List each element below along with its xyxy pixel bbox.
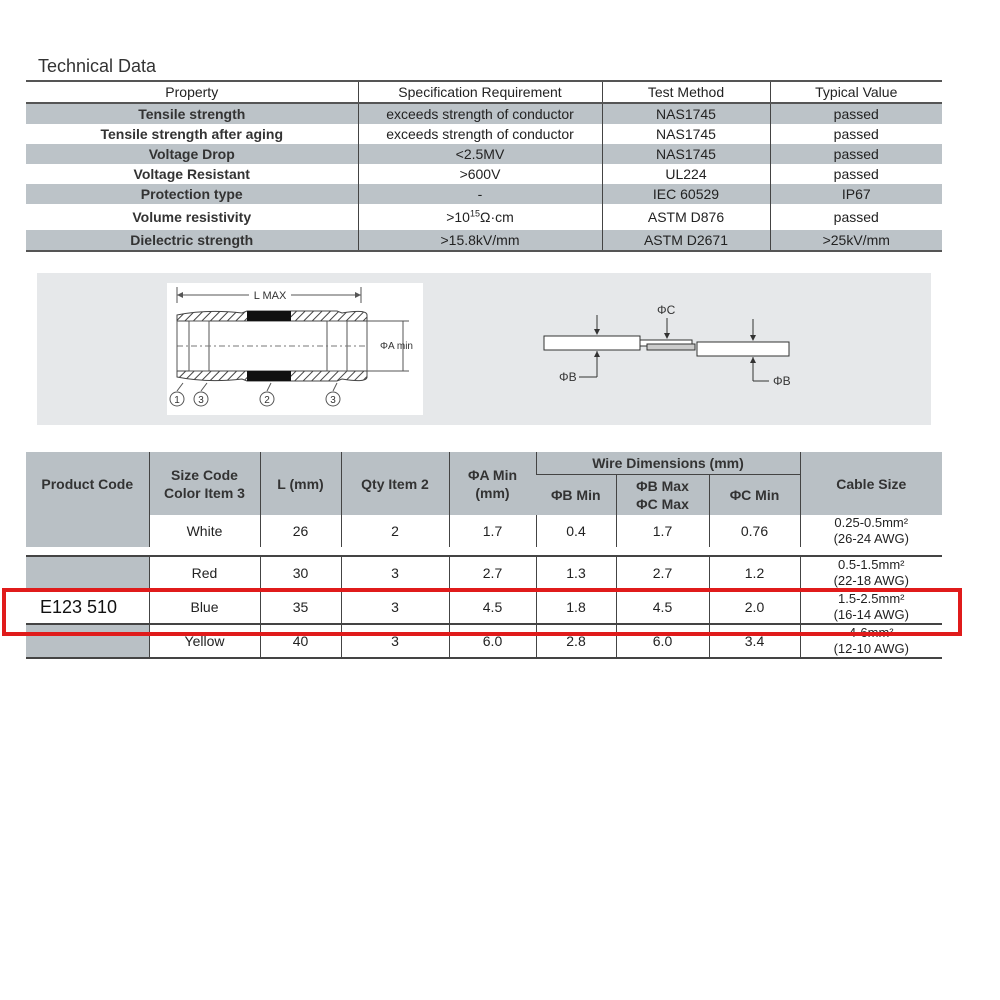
phi-a-min-cell: 2.7 (449, 556, 536, 590)
table-row (26, 204, 942, 230)
callout-label: 3 (198, 395, 204, 406)
phi-b-max-cell: 2.7 (616, 556, 709, 590)
header-size-code-line2: Color Item 3 (164, 484, 245, 501)
method-cell: IEC 60529 (602, 184, 770, 204)
header-specification: Specification Requirement (358, 81, 602, 103)
property-cell: Voltage Resistant (26, 164, 358, 184)
header-phi-a-min (449, 452, 536, 515)
qty-cell: 2 (341, 515, 449, 547)
method-cell: NAS1745 (602, 103, 770, 124)
spec-cell (358, 204, 602, 230)
phi-b-max-cell: 1.7 (616, 515, 709, 547)
length-cell: 30 (260, 556, 341, 590)
table-row (26, 184, 942, 204)
header-product-code: Product Code (26, 452, 149, 515)
table-row (26, 103, 942, 124)
header-test-method: Test Method (602, 81, 770, 103)
header-phi-b-max-line1: ΦB Max (636, 478, 689, 494)
cable-mm2: 0.5-1.5mm² (838, 557, 905, 572)
solder-ring-bottom (247, 371, 291, 381)
table-row (26, 515, 942, 547)
value-cell: >25kV/mm (770, 230, 942, 251)
header-size-code-line1: Size Code (171, 466, 238, 483)
callout-label: 3 (330, 395, 336, 406)
table-row (26, 556, 942, 590)
product-table-header-row (26, 452, 942, 475)
color-cell: Yellow (149, 624, 260, 658)
product-code-cell (26, 515, 149, 547)
table-row (26, 624, 942, 658)
table-row (26, 144, 942, 164)
spec-cell: >600V (358, 164, 602, 184)
cable-awg: (26-24 AWG) (833, 531, 909, 546)
property-cell: Dielectric strength (26, 230, 358, 251)
length-cell: 35 (260, 590, 341, 624)
page-title: Technical Data (38, 56, 157, 76)
header-phi-b-min: ΦB Min (536, 475, 616, 516)
phi-b-min-cell: 0.4 (536, 515, 616, 547)
phi-c-label: ΦC (657, 303, 676, 317)
tech-table-header-row (26, 81, 942, 103)
phi-b-min-cell: 1.8 (536, 590, 616, 624)
spec-cell: >15.8kV/mm (358, 230, 602, 251)
conductor-overlap-lower (647, 344, 695, 350)
cable-size-cell (800, 515, 942, 547)
property-cell: Tensile strength (26, 103, 358, 124)
phi-a-min-label: ΦA min (380, 341, 413, 352)
solder-ring-top (247, 311, 291, 321)
spec-cell: <2.5MV (358, 144, 602, 164)
phi-a-min-cell: 6.0 (449, 624, 536, 658)
splice-diagram (37, 273, 931, 425)
cable-awg: (16-14 AWG) (833, 607, 909, 622)
table-row (26, 124, 942, 144)
value-cell: passed (770, 144, 942, 164)
method-cell: UL224 (602, 164, 770, 184)
method-cell: NAS1745 (602, 124, 770, 144)
property-cell: Voltage Drop (26, 144, 358, 164)
header-l-mm: L (mm) (260, 452, 341, 515)
header-phi-a-line1: ΦA Min (467, 466, 518, 483)
property-cell: Protection type (26, 184, 358, 204)
spec-prefix: >10 (446, 209, 470, 225)
color-cell: Red (149, 556, 260, 590)
phi-c-min-cell: 3.4 (709, 624, 800, 658)
table-row (26, 164, 942, 184)
method-cell: NAS1745 (602, 144, 770, 164)
phi-b-min-cell: 1.3 (536, 556, 616, 590)
qty-cell: 3 (341, 556, 449, 590)
color-cell: Blue (149, 590, 260, 624)
method-cell: ASTM D2671 (602, 230, 770, 251)
qty-cell: 3 (341, 624, 449, 658)
phi-c-min-cell: 1.2 (709, 556, 800, 590)
spec-cell: exceeds strength of conductor (358, 124, 602, 144)
row-spacer (26, 547, 942, 556)
property-cell: Volume resistivity (26, 204, 358, 230)
splice-diagram-panel (37, 273, 931, 425)
header-phi-b-max (616, 475, 709, 516)
cable-mm2: 0.25-0.5mm² (834, 515, 909, 530)
value-cell: IP67 (770, 184, 942, 204)
table-row (26, 230, 942, 251)
header-cable-size: Cable Size (800, 452, 942, 515)
phi-b-right-label: ΦB (773, 374, 791, 388)
l-max-label: L MAX (253, 290, 287, 302)
technical-data-table (26, 80, 942, 252)
header-wire-dimensions: Wire Dimensions (mm) (536, 452, 800, 475)
spec-unit: Ω·cm (479, 209, 514, 225)
phi-c-min-cell: 0.76 (709, 515, 800, 547)
header-phi-b-max-line2: ΦC Max (636, 496, 689, 512)
cable-size-cell (800, 590, 942, 624)
callout-label: 2 (264, 395, 270, 406)
value-cell: passed (770, 124, 942, 144)
method-cell: ASTM D876 (602, 204, 770, 230)
length-cell: 26 (260, 515, 341, 547)
spec-cell: exceeds strength of conductor (358, 103, 602, 124)
header-phi-a-line2: (mm) (475, 484, 510, 501)
header-property: Property (26, 81, 358, 103)
cable-mm2: 4-6mm² (848, 625, 894, 640)
value-cell: passed (770, 164, 942, 184)
callout-label: 1 (174, 395, 180, 406)
header-size-code (149, 452, 260, 515)
phi-a-min-cell: 1.7 (449, 515, 536, 547)
value-cell: passed (770, 103, 942, 124)
header-phi-c-min: ΦC Min (709, 475, 800, 516)
phi-a-min-cell: 4.5 (449, 590, 536, 624)
phi-b-min-cell: 2.8 (536, 624, 616, 658)
product-code-cell: E123 510 (26, 590, 149, 624)
cable-size-cell (800, 556, 942, 590)
qty-cell: 3 (341, 590, 449, 624)
table-row-highlighted (26, 590, 942, 624)
product-code-cell (26, 556, 149, 590)
cable-size-cell (800, 624, 942, 658)
cable-awg: (22-18 AWG) (833, 573, 909, 588)
property-cell: Tensile strength after aging (26, 124, 358, 144)
header-qty-item-2: Qty Item 2 (341, 452, 449, 515)
wire-left (544, 336, 640, 350)
cable-mm2: 1.5-2.5mm² (838, 591, 905, 606)
wire-right (697, 342, 789, 356)
spec-cell: - (358, 184, 602, 204)
cable-awg: (12-10 AWG) (833, 641, 909, 656)
value-cell: passed (770, 204, 942, 230)
spec-exponent: 15 (469, 208, 480, 219)
product-table (26, 452, 942, 659)
length-cell: 40 (260, 624, 341, 658)
phi-c-min-cell: 2.0 (709, 590, 800, 624)
color-cell: White (149, 515, 260, 547)
phi-b-left-label: ΦB (559, 370, 577, 384)
phi-b-max-cell: 4.5 (616, 590, 709, 624)
product-code-cell (26, 624, 149, 658)
phi-b-max-cell: 6.0 (616, 624, 709, 658)
header-typical-value: Typical Value (770, 81, 942, 103)
